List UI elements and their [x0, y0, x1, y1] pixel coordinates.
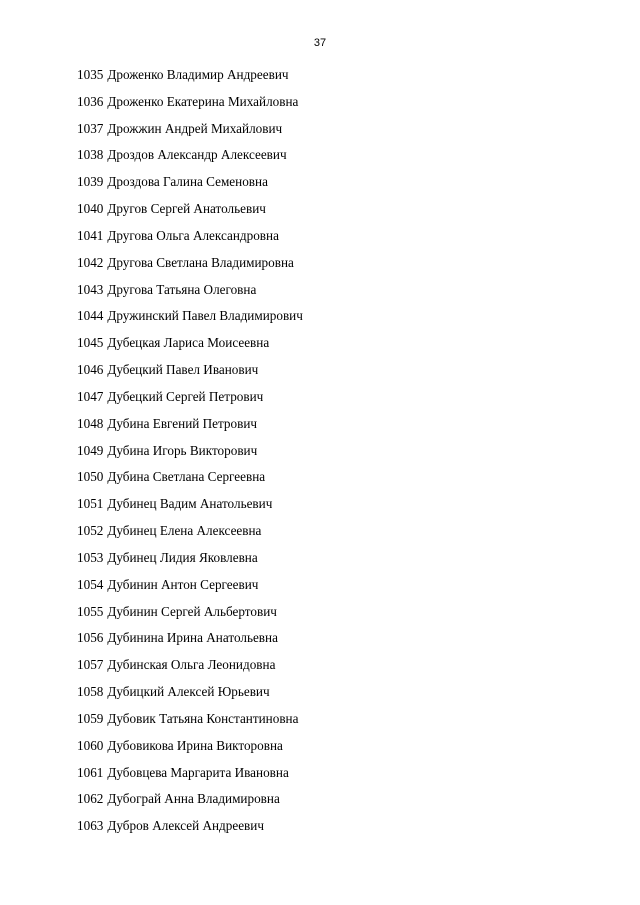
entry-name: Другов Сергей Анатольевич [107, 201, 266, 217]
entry-number: 1055 [77, 603, 104, 619]
entry-name: Дроздова Галина Семеновна [107, 174, 268, 190]
entry-name: Дубецкий Сергей Петрович [107, 388, 264, 404]
entry-number: 1058 [77, 684, 104, 700]
entry-name: Дружинский Павел Владимирович [107, 308, 303, 324]
list-item [77, 171, 303, 198]
entry-name: Дубицкий Алексей Юрьевич [107, 684, 270, 700]
list-item [77, 520, 303, 547]
list-item [77, 708, 303, 735]
list-item [77, 64, 303, 91]
entry-name: Дубовик Татьяна Константиновна [107, 710, 299, 726]
entry-name: Другова Светлана Владимировна [107, 254, 294, 270]
list-item [77, 413, 303, 440]
entry-number: 1063 [77, 818, 104, 834]
entry-number: 1046 [77, 362, 104, 378]
entry-name: Другова Ольга Александровна [107, 227, 279, 243]
list-item [77, 681, 303, 708]
entry-number: 1048 [77, 415, 104, 431]
list-item [77, 198, 303, 225]
entry-name: Дубинин Антон Сергеевич [107, 576, 259, 592]
entry-name: Дроздов Александр Алексеевич [107, 147, 287, 163]
entry-number: 1049 [77, 442, 104, 458]
list-item [77, 654, 303, 681]
list-item [77, 91, 303, 118]
entry-number: 1045 [77, 335, 104, 351]
entry-name: Дубинец Лидия Яковлевна [107, 549, 258, 565]
entry-number: 1061 [77, 764, 104, 780]
list-item [77, 762, 303, 789]
list-item [77, 279, 303, 306]
entry-name: Дубовикова Ирина Викторовна [107, 737, 283, 753]
entry-name: Дубограй Анна Владимировна [107, 791, 280, 807]
list-item [77, 118, 303, 145]
entry-name: Дубовцева Маргарита Ивановна [107, 764, 289, 780]
entry-name: Дроженко Владимир Андреевич [107, 67, 289, 82]
entry-name: Дубинин Сергей Альбертович [107, 603, 277, 619]
entry-number: 1056 [77, 630, 104, 646]
list-item [77, 332, 303, 359]
entry-name: Дубецкий Павел Иванович [107, 362, 259, 378]
entry-number: 1043 [77, 281, 104, 297]
list-item [77, 386, 303, 413]
entry-name: Другова Татьяна Олеговна [107, 281, 257, 297]
entry-number: 1054 [77, 576, 104, 592]
entry-number: 1037 [77, 120, 104, 136]
list-item [77, 305, 303, 332]
entry-number: 1039 [77, 174, 104, 190]
entry-number: 1042 [77, 254, 104, 270]
list-item [77, 735, 303, 762]
entry-name: Дубинская Ольга Леонидовна [107, 657, 276, 673]
entry-number: 1062 [77, 791, 104, 807]
list-item [77, 144, 303, 171]
entry-number: 1044 [77, 308, 104, 324]
list-item [77, 225, 303, 252]
entry-name: Дроженко Екатерина Михайловна [107, 93, 299, 109]
entry-number: 1052 [77, 523, 104, 539]
entry-name: Дубина Игорь Викторович [107, 442, 258, 458]
name-list [77, 64, 303, 842]
entry-number: 1036 [77, 93, 104, 109]
entry-number: 1051 [77, 496, 104, 512]
list-item [77, 815, 303, 842]
list-item [77, 440, 303, 467]
entry-number: 1053 [77, 549, 104, 565]
list-item [77, 359, 303, 386]
entry-name: Дубецкая Лариса Моисеевна [107, 335, 270, 351]
list-item [77, 788, 303, 815]
list-item [77, 574, 303, 601]
entry-number: 1059 [77, 710, 104, 726]
entry-number: 1047 [77, 388, 104, 404]
list-item [77, 466, 303, 493]
entry-number: 1050 [77, 469, 104, 485]
list-item [77, 252, 303, 279]
entry-name: Дубинец Елена Алексеевна [107, 523, 262, 539]
list-item [77, 547, 303, 574]
entry-name: Дубина Светлана Сергеевна [107, 469, 266, 485]
list-item [77, 493, 303, 520]
entry-number: 1035 [77, 67, 104, 82]
list-item [77, 601, 303, 628]
entry-name: Дубинец Вадим Анатольевич [107, 496, 273, 512]
entry-name: Дубинина Ирина Анатольевна [107, 630, 278, 646]
entry-name: Дубина Евгений Петрович [107, 415, 258, 431]
entry-name: Дубров Алексей Андреевич [107, 818, 264, 834]
entry-number: 1038 [77, 147, 104, 163]
list-item [77, 627, 303, 654]
entry-number: 1060 [77, 737, 104, 753]
entry-name: Дрожжин Андрей Михайлович [107, 120, 283, 136]
page-number: 37 [313, 37, 327, 49]
entry-number: 1041 [77, 227, 104, 243]
entry-number: 1040 [77, 201, 104, 217]
entry-number: 1057 [77, 657, 104, 673]
